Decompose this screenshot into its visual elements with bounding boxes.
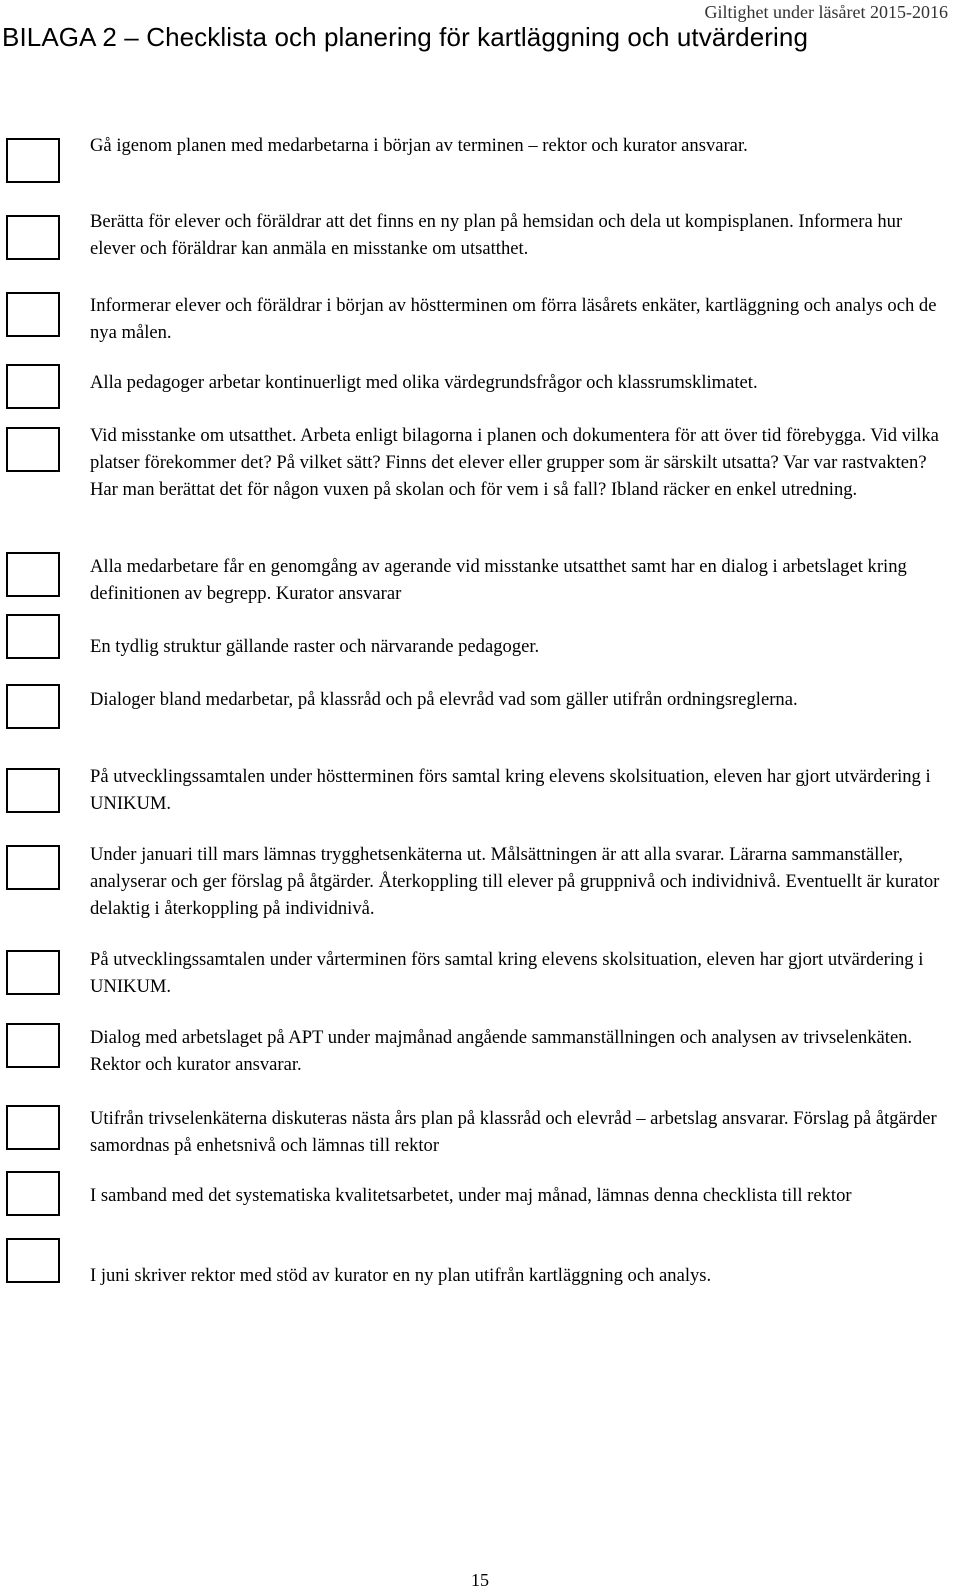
checkbox[interactable] bbox=[6, 1105, 60, 1150]
checkbox[interactable] bbox=[6, 215, 60, 260]
checklist-item-text: Alla pedagoger arbetar kontinuerligt med olika värdegrundsfrågor och klassrumsklimatet. bbox=[90, 372, 758, 393]
checkbox[interactable] bbox=[6, 364, 60, 409]
checklist-item-text: En tydlig struktur gällande raster och närvarande pedagoger. bbox=[90, 636, 540, 657]
checklist-item-text: Utifrån trivselenkäterna diskuteras nästa års plan på klassråd och elevråd – arbetslag ansvarar. Förslag på åtgärder samordnas på enhetsnivå och lämnas till rektor bbox=[90, 1108, 937, 1156]
checklist-item-text: I samband med det systematiska kvalitetsarbetet, under maj månad, lämnas denna checklista till rektor bbox=[90, 1185, 852, 1206]
checkbox[interactable] bbox=[6, 684, 60, 729]
checklist-item-text: Informerar elever och föräldrar i början av höstterminen om förra läsårets enkäter, kartläggning och analys och de nya målen. bbox=[90, 295, 937, 343]
validity-note: Giltighet under läsåret 2015-2016 bbox=[704, 2, 948, 22]
checklist-item-text: Gå igenom planen med medarbetarna i början av terminen – rektor och kurator ansvarar. bbox=[90, 135, 748, 156]
checklist-item-text: Under januari till mars lämnas trygghetsenkäterna ut. Målsättningen är att alla svarar. Lärarna sammanställer, analyserar och ger förslag på åtgärder. Återkoppling till elever på gruppnivå och individnivå. Eventuellt är kurator delaktig i återkoppling på individnivå. bbox=[90, 844, 940, 919]
checklist-item-text: På utvecklingssamtalen under vårterminen förs samtal kring elevens skolsituation, eleven har gjort utvärdering i UNIKUM. bbox=[90, 949, 924, 997]
checklist-item-text: Vid misstanke om utsatthet. Arbeta enligt bilagorna i planen och dokumentera för att över tid förebygga. Vid vilka platser förekommer det? På vilket sätt? Finns det elever eller grupper som är särskilt utsatta? Var var rastvakten? Har man berättat det för någon vuxen på skolan och för vem i så fall? Ibland räcker en enkel utredning. bbox=[90, 425, 939, 500]
checklist-item-text: Dialoger bland medarbetar, på klassråd och på elevråd vad som gäller utifrån ordningsreglerna. bbox=[90, 689, 798, 710]
checkbox[interactable] bbox=[6, 427, 60, 472]
checkbox[interactable] bbox=[6, 614, 60, 659]
checkbox[interactable] bbox=[6, 950, 60, 995]
checklist-item-text: Alla medarbetare får en genomgång av agerande vid misstanke utsatthet samt har en dialog i arbetslaget kring definitionen av begrepp. Kurator ansvarar bbox=[90, 556, 907, 604]
checklist-item-text: Berätta för elever och föräldrar att det finns en ny plan på hemsidan och dela ut kompisplanen. Informera hur elever och föräldrar kan anmäla en misstanke om utsatthet. bbox=[90, 211, 903, 259]
checkbox[interactable] bbox=[6, 292, 60, 337]
checklist-item-text: Dialog med arbetslaget på APT under majmånad angående sammanställningen och analysen av trivselenkäten. Rektor och kurator ansvarar. bbox=[90, 1027, 913, 1075]
checkbox[interactable] bbox=[6, 552, 60, 597]
checkbox[interactable] bbox=[6, 845, 60, 890]
page-number: 15 bbox=[471, 1570, 489, 1590]
checkbox[interactable] bbox=[6, 768, 60, 813]
checkbox[interactable] bbox=[6, 1171, 60, 1216]
checkbox[interactable] bbox=[6, 1238, 60, 1283]
checkbox[interactable] bbox=[6, 138, 60, 183]
checklist-item-text: På utvecklingssamtalen under höstterminen förs samtal kring elevens skolsituation, eleven har gjort utvärdering i UNIKUM. bbox=[90, 766, 931, 814]
checkbox[interactable] bbox=[6, 1023, 60, 1068]
checklist-item-text: I juni skriver rektor med stöd av kurator en ny plan utifrån kartläggning och analys. bbox=[90, 1265, 712, 1286]
page-title: BILAGA 2 – Checklista och planering för kartläggning och utvärdering bbox=[2, 22, 809, 52]
